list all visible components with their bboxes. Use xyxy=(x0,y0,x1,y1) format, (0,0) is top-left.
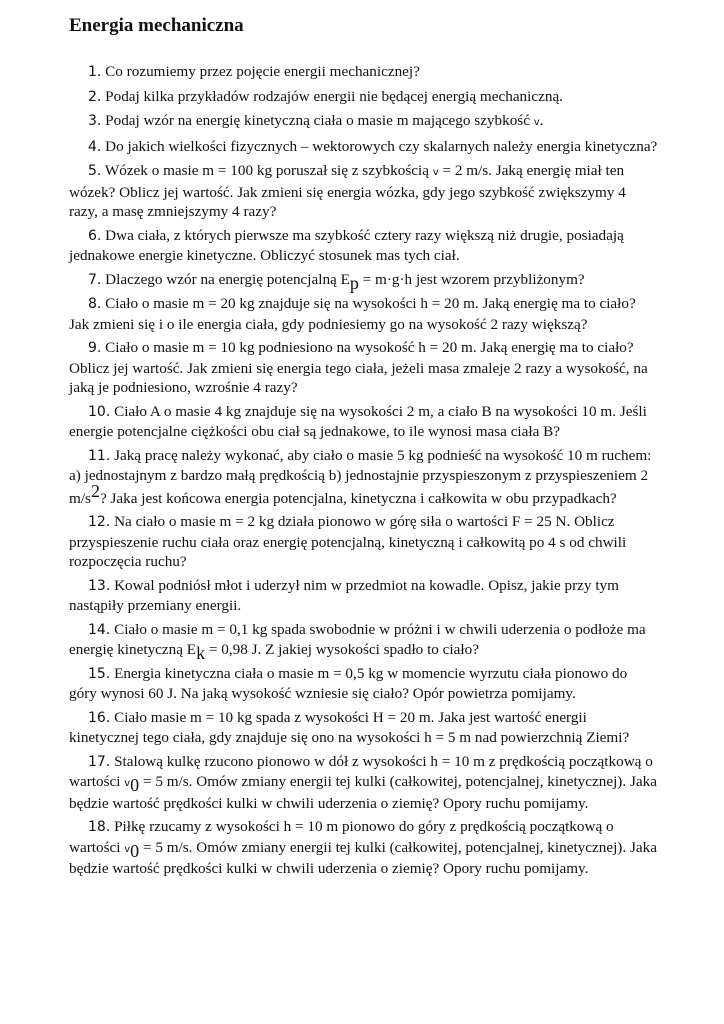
question-text: Jaką pracę należy wykonać, aby ciało o masie 5 kg podnieść na wysokość 10 m ruchem: a) jednostajnym z bardzo małą prędkością b) jednostajnie przyspieszonym z przyspieszeniem 2 m/s xyxy=(69,446,652,507)
question-number: 11. xyxy=(88,447,111,464)
question-number: 8. xyxy=(88,296,102,312)
question-text: Ciało o masie m = 0,1 kg spada swobodnie w próżni i w chwili uderzenia o podłoże ma energię kinetyczną E xyxy=(69,620,646,658)
question-number: 3. xyxy=(88,113,102,129)
question-text: Podaj wzór na energię kinetyczną ciała o masie m mającego szybkość xyxy=(105,112,534,129)
question-number: 6. xyxy=(88,227,102,244)
question-number: 7. xyxy=(88,271,102,288)
question-15 xyxy=(69,664,658,704)
question-17 xyxy=(69,752,658,814)
question-number: 15. xyxy=(88,665,111,682)
formula-symbol: v xyxy=(124,778,131,789)
question-number: 13. xyxy=(88,577,111,594)
question-text: = m·g·h jest wzorem przybliżonym? xyxy=(358,270,585,288)
question-text: = 0,98 J. Z jakiej wysokości spadło to ciało? xyxy=(205,641,479,658)
question-list xyxy=(69,62,658,883)
question-text: = 5 m/s. Omów zmiany energii tej kulki (całkowitej, potencjalnej, kinetycznej). Jaka będzie wartość prędkości kulki w chwili uderzenia o ziemię? Opory ruchu pomijamy. xyxy=(69,773,657,812)
question-number: 10. xyxy=(88,403,111,420)
question-7 xyxy=(69,270,658,291)
question-9 xyxy=(69,338,658,398)
question-number: 9. xyxy=(88,340,102,356)
question-text: Ciało o masie m = 10 kg podniesiono na wysokość h = 20 m. Jaką energię ma to ciało? Oblicz jej wartość. Jak zmieni się energia tego ciała, jeżeli masa zmaleje 2 razy a wysokość, na jaką je podniesiono, wzrośnie 4 razy? xyxy=(69,339,648,396)
question-10 xyxy=(69,402,658,442)
formula-symbol: 0 xyxy=(130,775,140,795)
question-2 xyxy=(69,87,658,108)
question-1 xyxy=(69,62,658,83)
question-13 xyxy=(69,576,658,616)
formula-symbol: p xyxy=(349,272,359,293)
question-text: . xyxy=(539,112,544,129)
page-title: Energia mechaniczna xyxy=(69,15,244,36)
question-number: 5. xyxy=(88,163,102,179)
question-text: Do jakich wielkości fizycznych – wektorowych czy skalarnych należy energia kinetyczna? xyxy=(105,137,658,155)
question-text: Dlaczego wzór na energię potencjalną E xyxy=(105,270,350,288)
question-number: 18. xyxy=(88,819,111,835)
formula-symbol: k xyxy=(196,643,206,663)
question-11 xyxy=(69,446,658,509)
formula-symbol: v xyxy=(533,117,540,128)
question-text: Podaj kilka przykładów rodzajów energii nie będącej energią mechaniczną. xyxy=(105,87,563,105)
question-number: 4. xyxy=(88,138,102,155)
formula-symbol: v xyxy=(432,167,439,178)
question-18 xyxy=(69,817,658,879)
question-text: Ciało masie m = 10 kg spada z wysokości H = 20 m. Jaka jest wartość energii kinetycznej tego ciała, gdy znajduje się ono na wysokości h = 5 m nad powierzchnią Ziemi? xyxy=(69,708,630,746)
question-text: Energia kinetyczna ciała o masie m = 0,5 kg w momencie wyrzutu ciała pionowo do góry wynosi 60 J. Na jaką wysokość wzniesie się ciało? Opór powietrza pomijamy. xyxy=(69,664,628,702)
question-text: = 2 m/s. Jaką energię miał ten wózek? Oblicz jej wartość. Jak zmieni się energia wózka, gdy jego szybkość zwiększymy 4 razy, a masę zmniejszymy 4 razy? xyxy=(69,162,626,220)
question-text: Co rozumiemy przez pojęcie energii mechanicznej? xyxy=(105,63,420,80)
question-12 xyxy=(69,512,658,572)
question-8 xyxy=(69,294,658,334)
question-text: = 5 m/s. Omów zmiany energii tej kulki (całkowitej, potencjalnej, kinetycznej). Jaka będzie wartość prędkości kulki w chwili uderzenia o ziemię? Opory ruchu pomijamy. xyxy=(69,838,657,877)
question-text: Kowal podniósł młot i uderzył nim w przedmiot na kowadle. Opisz, jakie przy tym nastąpiły przemiany energii. xyxy=(69,576,619,614)
question-text: Na ciało o masie m = 2 kg działa pionowo w górę siła o wartości F = 25 N. Oblicz przyspieszenie ruchu ciała oraz energię potencjalną, kinetyczną i całkowitą po 4 s od chwili rozpoczęcia ruchu? xyxy=(69,513,627,570)
formula-symbol: 2 xyxy=(90,480,100,501)
question-number: 2. xyxy=(88,88,102,105)
question-number: 17. xyxy=(88,753,111,770)
question-3 xyxy=(69,111,658,133)
question-text: ? Jaka jest końcowa energia potencjalna, kinetyczna i całkowita w obu przypadkach? xyxy=(99,489,617,507)
question-text: Stalową kulkę rzucono pionowo w dół z wysokości h = 10 m z prędkością początkową o wartości xyxy=(69,752,653,790)
question-4 xyxy=(69,137,658,158)
question-number: 12. xyxy=(88,514,111,530)
question-number: 14. xyxy=(88,621,111,638)
question-text: Wózek o masie m = 100 kg poruszał się z szybkością xyxy=(104,162,433,179)
question-6 xyxy=(69,226,658,266)
question-text: Ciało o masie m = 20 kg znajduje się na wysokości h = 20 m. Jaką energię ma to ciało? Jak zmieni się i o ile energia ciała, gdy podniesiemy go na wysokość 2 razy większą? xyxy=(69,295,636,333)
question-16 xyxy=(69,708,658,748)
question-number: 16. xyxy=(88,709,111,726)
question-text: Piłkę rzucamy z wysokości h = 10 m pionowo do góry z prędkością początkową o wartości xyxy=(69,818,614,856)
formula-symbol: v xyxy=(124,843,131,855)
formula-symbol: 0 xyxy=(130,840,140,861)
question-5 xyxy=(69,161,658,222)
question-14 xyxy=(69,620,658,663)
question-text: Dwa ciała, z których pierwsze ma szybkość cztery razy większą niż drugie, posiadają jednakowe energie kinetyczne. Obliczyć stosunek mas tych ciał. xyxy=(69,226,624,264)
question-text: Ciało A o masie 4 kg znajduje się na wysokości 2 m, a ciało B na wysokości 10 m. Jeśli energie potencjalne ciężkości obu ciał są jednakowe, to ile wynosi masa ciała B? xyxy=(69,402,647,440)
question-number: 1. xyxy=(88,64,102,80)
